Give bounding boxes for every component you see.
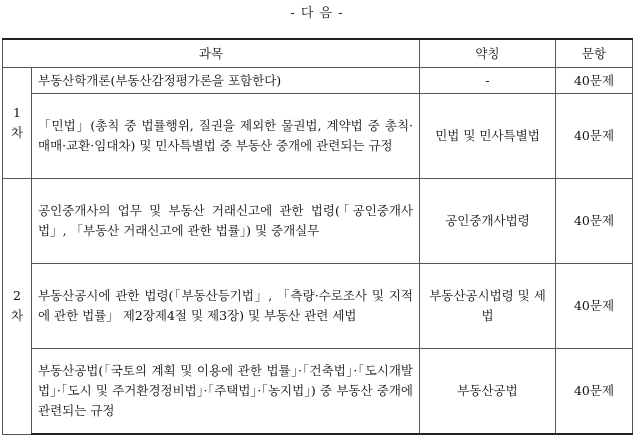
header-subject: 과목 <box>3 39 420 68</box>
count-cell: 40문제 <box>556 349 633 435</box>
table-row <box>3 94 633 179</box>
subject-cell: 「민법」(총칙 중 법률행위, 질권을 제외한 물권법, 계약법 중 총칙·매매·교환·임대차) 및 민사특별법 중 부동산 중개에 관련되는 규정 <box>32 94 420 179</box>
abbr-cell: 공인중개사법령 <box>420 179 556 264</box>
header-count: 문항 <box>556 39 633 68</box>
table-body <box>3 68 633 435</box>
section-heading: - 다 음 - <box>290 6 344 21</box>
exam-subjects-table <box>2 38 633 435</box>
header-abbr: 약칭 <box>420 39 556 68</box>
count-cell: 40문제 <box>556 68 633 94</box>
count-cell: 40문제 <box>556 179 633 264</box>
subject-cell: 부동산공법(「국토의 계획 및 이용에 관한 법률」·「건축법」·「도시개발법」·「도시 및 주거환경정비법」·「주택법」·「농지법」) 중 부동산 중개에 관련되는 규정 <box>32 349 420 435</box>
subject-cell: 부동산학개론(부동산감정평가론을 포함한다) <box>32 68 420 94</box>
table-row <box>3 68 633 94</box>
table-row <box>3 179 633 264</box>
abbr-cell: - <box>420 68 556 94</box>
table-row <box>3 264 633 349</box>
count-cell: 40문제 <box>556 94 633 179</box>
abbr-cell: 민법 및 민사특별법 <box>420 94 556 179</box>
header-row <box>3 39 633 68</box>
abbr-cell: 부동산공시법령 및 세법 <box>420 264 556 349</box>
count-cell: 40문제 <box>556 264 633 349</box>
table-row <box>3 349 633 435</box>
round-label-1: 1차 <box>3 68 32 179</box>
subject-cell: 공인중개사의 업무 및 부동산 거래신고에 관한 법령(「공인중개사법」, 「부동산 거래신고에 관한 법률」) 및 중개실무 <box>32 179 420 264</box>
abbr-cell: 부동산공법 <box>420 349 556 435</box>
round-label-2: 2차 <box>3 179 32 435</box>
table-header <box>3 39 633 68</box>
subject-cell: 부동산공시에 관한 법령(「부동산등기법」, 「측량·수로조사 및 지적에 관한 법률」 제2장제4절 및 제3장) 및 부동산 관련 세법 <box>32 264 420 349</box>
